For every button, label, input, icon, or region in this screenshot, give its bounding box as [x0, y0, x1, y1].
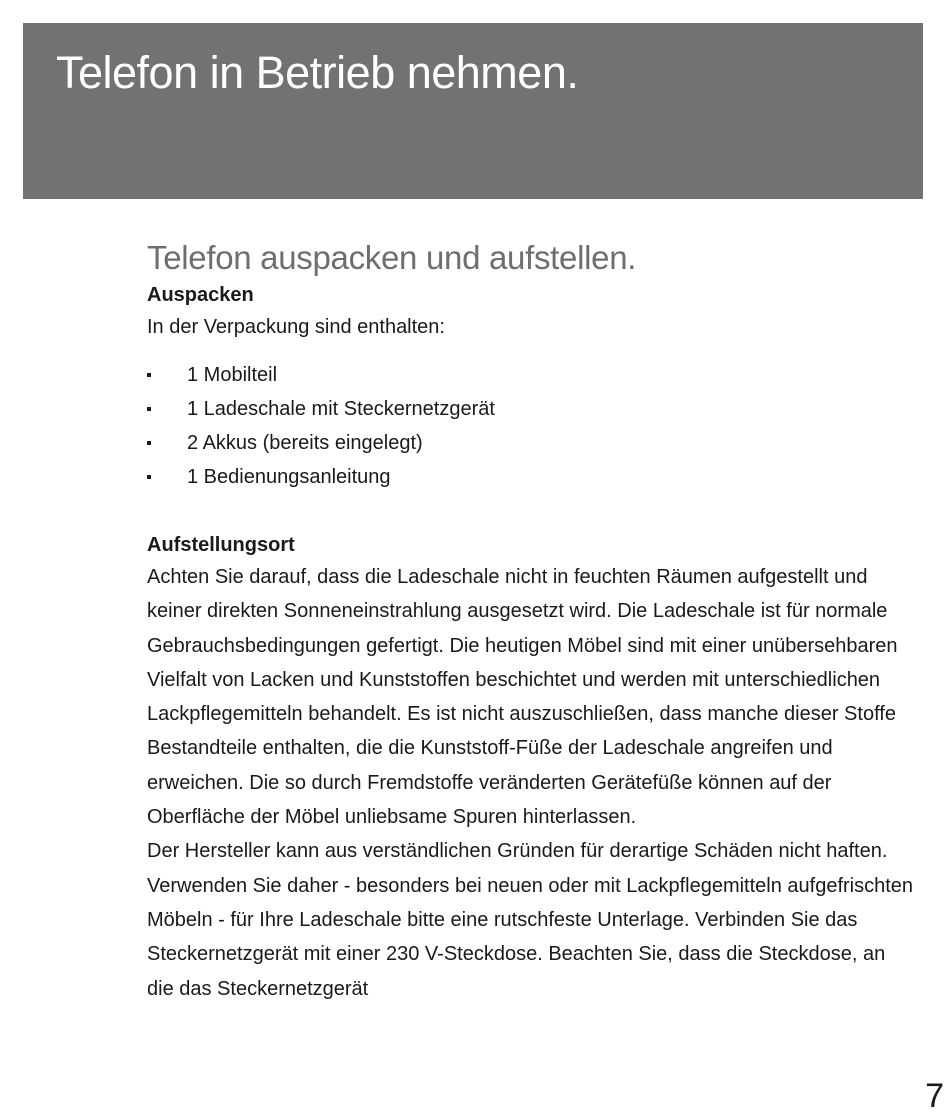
bullet-icon [147, 475, 151, 479]
header-band [23, 23, 923, 199]
list-item [147, 460, 922, 494]
list-item-text: 1 Bedienungsanleitung [187, 466, 391, 488]
list-item [147, 392, 922, 426]
list-item [147, 358, 922, 392]
package-contents-list [147, 358, 922, 494]
unpacking-heading: Auspacken [147, 284, 254, 306]
placement-heading: Aufstellungsort [147, 534, 295, 556]
main-content [147, 236, 922, 1006]
placement-paragraph-1: Achten Sie darauf, dass die Ladeschale nicht in feuchten Räumen aufgestellt und keiner direkten Sonneneinstrahlung ausgesetzt wird. Die Ladeschale ist für normale Gebrauchsbedingungen gefertigt. Die heutigen Möbel sind mit einer unübersehbaren Vielfalt von Lacken und Kunststoffen beschichtet und werden mit unterschiedlichen Lackpflegemitteln behandelt. Es ist nicht auszuschließen, dass manche dieser Stoffe Bestandteile enthalten, die die Kunststoff-Füße der Ladeschale angreifen und erweichen. Die so durch Fremdstoffe veränderten Gerätefüße können auf der Oberfläche der Möbel unliebsame Spuren hinterlassen. [147, 566, 898, 829]
page-number: 7 [925, 1077, 944, 1115]
bullet-icon [147, 407, 151, 411]
bullet-icon [147, 441, 151, 445]
unpacking-intro: In der Verpackung sind enthalten: [147, 316, 445, 338]
list-item-text: 1 Mobilteil [187, 364, 278, 386]
list-item [147, 426, 922, 460]
list-item-text: 1 Ladeschale mit Steckernetzgerät [187, 398, 495, 420]
list-item-text: 2 Akkus (bereits eingelegt) [187, 432, 423, 454]
bullet-icon [147, 373, 151, 377]
section-title: Telefon auspacken und aufstellen. [147, 239, 637, 276]
placement-paragraph-2: Der Hersteller kann aus verständlichen Gründen für derartige Schäden nicht haften. Verwenden Sie daher - besonders bei neuen oder mit Lackpflegemitteln aufgefrischten Möbeln - für Ihre Ladeschale bitte eine rutschfeste Unterlage. Verbinden Sie das Steckernetzgerät mit einer 230 V-Steckdose. Beachten Sie, dass die Steckdose, an die das Steckernetzgerät [147, 840, 914, 1000]
page-title: Telefon in Betrieb nehmen. [56, 47, 579, 98]
